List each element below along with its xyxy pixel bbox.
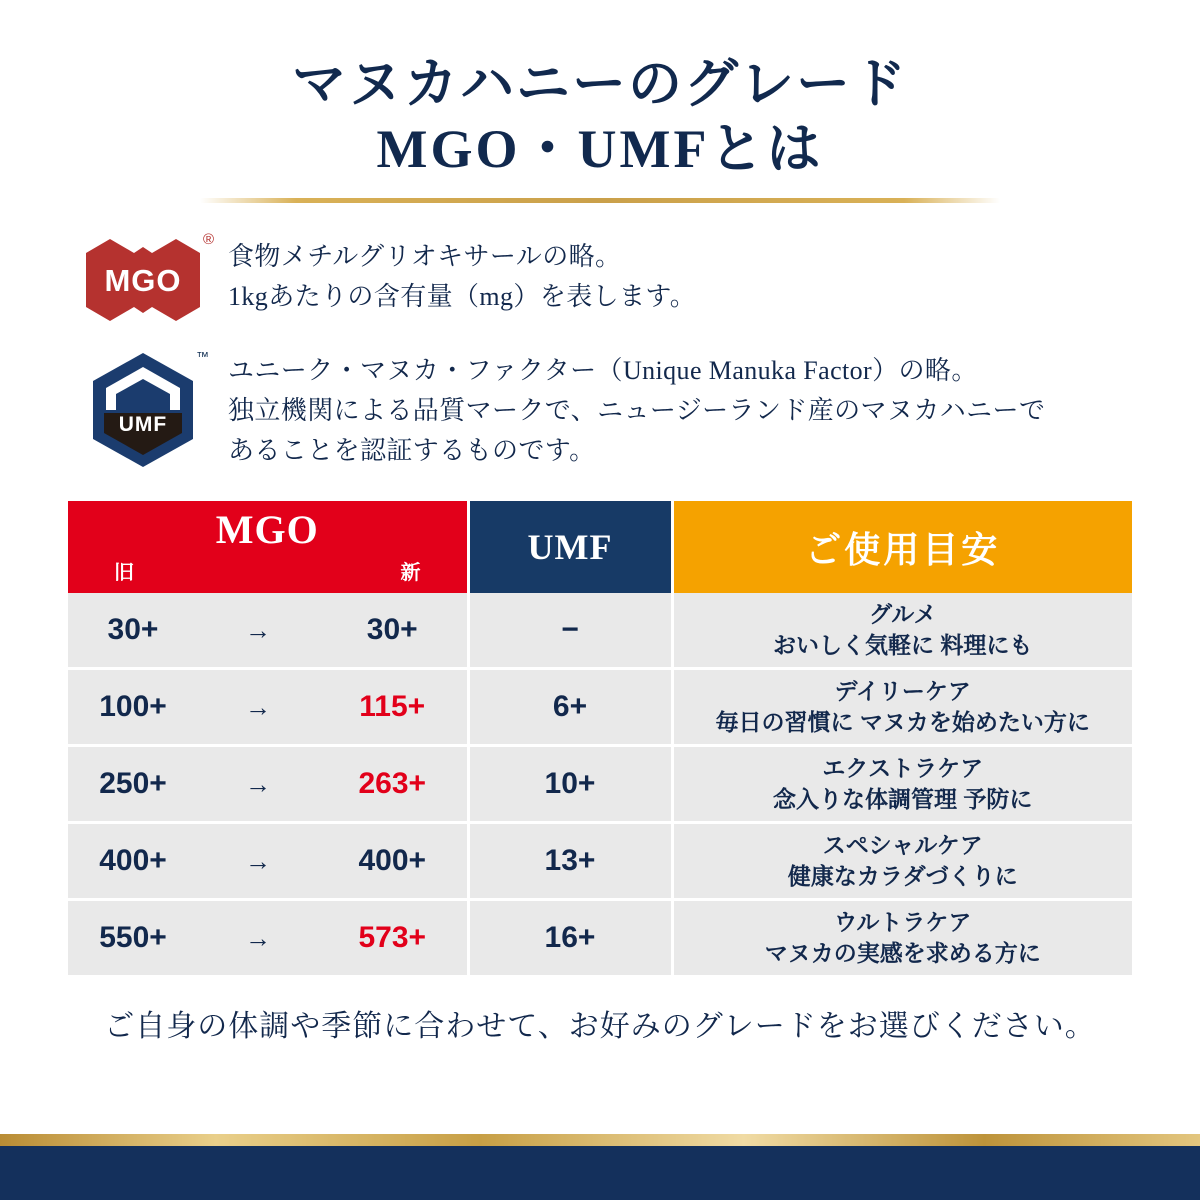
header-mgo xyxy=(68,501,468,593)
gold-band xyxy=(0,1134,1200,1146)
cell-umf: 6+ xyxy=(468,669,672,746)
header-mgo-label: MGO xyxy=(215,506,319,552)
arrow-icon: → xyxy=(198,746,318,823)
grade-table xyxy=(68,501,1132,975)
registered-trademark-icon: ® xyxy=(202,230,214,248)
cell-mgo-new: 573+ xyxy=(318,900,468,976)
header-mgo-old: 旧 xyxy=(114,561,134,584)
cell-umf: 13+ xyxy=(468,823,672,900)
table-row xyxy=(68,593,1132,669)
svg-text:MGO: MGO xyxy=(104,262,182,298)
table-row xyxy=(68,823,1132,900)
table-body xyxy=(68,593,1132,975)
cell-umf: 10+ xyxy=(468,746,672,823)
grade-table-wrapper xyxy=(68,501,1132,975)
navy-band xyxy=(0,1146,1200,1200)
cell-mgo-new: 263+ xyxy=(318,746,468,823)
table-row xyxy=(68,746,1132,823)
legend-section xyxy=(0,230,1200,472)
cell-mgo-new: 400+ xyxy=(318,823,468,900)
mgo-description-line-1: 食物メチルグリオキサールの略。 xyxy=(228,241,622,271)
cell-mgo-old: 30+ xyxy=(68,593,198,669)
header-umf: UMF xyxy=(468,501,672,593)
title-line-1: マヌカハニーのグレード xyxy=(292,54,908,114)
svg-text:UMF: UMF xyxy=(118,412,168,436)
arrow-icon: → xyxy=(198,593,318,669)
arrow-icon: → xyxy=(198,669,318,746)
legend-row-mgo xyxy=(68,230,1132,323)
cell-usage xyxy=(672,593,1132,669)
trademark-icon: ™ xyxy=(196,348,209,364)
header-mgo-subrow xyxy=(68,552,467,585)
usage-title: ウルトラケア xyxy=(834,909,972,936)
cell-mgo-old: 550+ xyxy=(68,900,198,976)
usage-desc: おいしく気軽に 料理にも xyxy=(773,632,1033,659)
usage-title: デイリーケア xyxy=(834,678,971,705)
page-title xyxy=(0,0,1200,203)
umf-description-line-1: ユニーク・マヌカ・ファクター（Unique Manuka Factor）の略。 xyxy=(228,355,978,385)
table-row xyxy=(68,669,1132,746)
cell-usage xyxy=(672,823,1132,900)
footnote-text: ご自身の体調や季節に合わせて、お好みのグレードをお選びください。 xyxy=(104,1010,1096,1044)
cell-mgo-new: 30+ xyxy=(318,593,468,669)
umf-description xyxy=(218,351,1045,472)
umf-description-line-3: あることを認証するものです。 xyxy=(228,436,596,466)
cell-usage xyxy=(672,746,1132,823)
mgo-badge xyxy=(68,230,218,323)
header-mgo-new: 新 xyxy=(400,561,421,584)
usage-desc: マヌカの実感を求める方に xyxy=(764,940,1041,967)
cell-mgo-new: 115+ xyxy=(318,669,468,746)
legend-row-umf xyxy=(68,348,1132,472)
umf-description-line-2: 独立機関による品質マークで、ニュージーランド産のマヌカハニーで xyxy=(228,395,1046,425)
cell-umf: 16+ xyxy=(468,900,672,976)
usage-title: スペシャルケア xyxy=(822,832,983,859)
usage-desc: 毎日の習慣に マヌカを始めたい方に xyxy=(715,709,1090,736)
gold-divider xyxy=(200,198,1000,203)
usage-title: エクストラケア xyxy=(822,755,984,782)
umf-badge xyxy=(68,348,218,469)
cell-usage xyxy=(672,900,1132,976)
usage-desc: 念入りな体調管理 予防に xyxy=(773,786,1033,813)
header-usage: ご使用目安 xyxy=(672,501,1132,593)
usage-title: グルメ xyxy=(868,601,937,628)
cell-mgo-old: 100+ xyxy=(68,669,198,746)
cell-usage xyxy=(672,669,1132,746)
table-header-row xyxy=(68,501,1132,593)
arrow-icon: → xyxy=(198,823,318,900)
mgo-description-line-2: 1kgあたりの含有量（mg）を表します。 xyxy=(228,281,697,311)
cell-mgo-old: 250+ xyxy=(68,746,198,823)
umf-logo-icon xyxy=(87,348,209,469)
title-line-2: MGO・UMFとは xyxy=(376,118,824,179)
arrow-icon: → xyxy=(198,900,318,976)
table-row xyxy=(68,900,1132,976)
mgo-logo-icon xyxy=(78,230,214,323)
usage-desc: 健康なカラダづくりに xyxy=(787,863,1018,890)
cell-umf: − xyxy=(468,593,672,669)
cell-mgo-old: 400+ xyxy=(68,823,198,900)
mgo-description xyxy=(218,237,696,318)
